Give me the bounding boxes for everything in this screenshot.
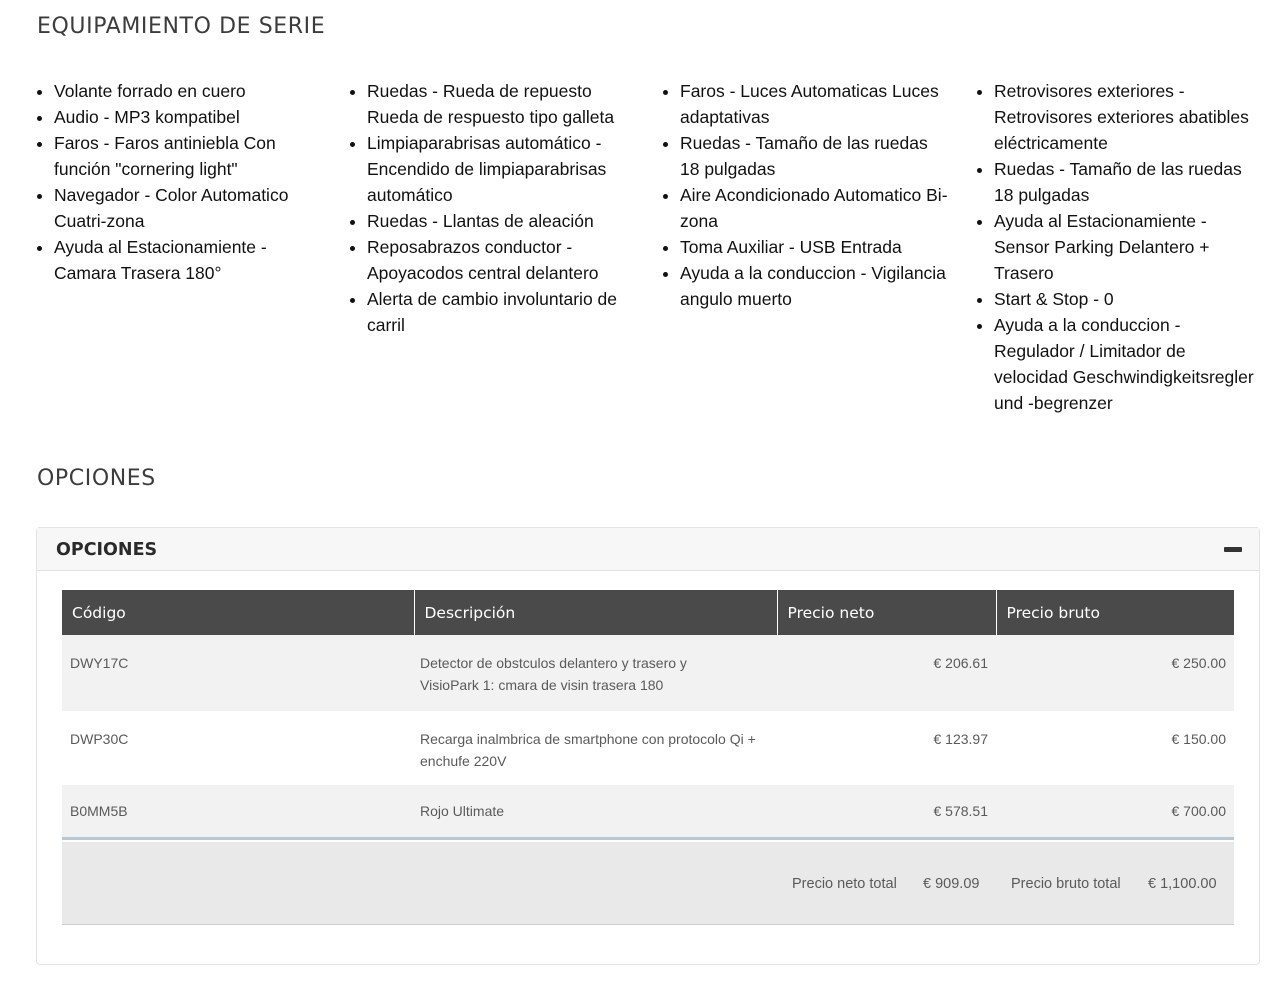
- opciones-panel: [36, 527, 1260, 965]
- column-header-precio-neto[interactable]: Precio neto: [777, 590, 996, 635]
- opciones-section-title: OPCIONES: [37, 466, 156, 491]
- table-row: [62, 635, 1234, 711]
- cell-codigo: DWY17C: [62, 635, 414, 711]
- total-neto-value: € 909.09: [923, 876, 980, 892]
- equipamiento-title: EQUIPAMIENTO DE SERIE: [37, 14, 326, 39]
- equipamiento-item: Aire Acondicionado Automatico Bi-zona: [663, 182, 948, 234]
- column-header-descripcion[interactable]: Descripción: [414, 590, 777, 635]
- equipamiento-item: Ruedas - Llantas de aleación: [350, 208, 625, 234]
- equipamiento-item: Navegador - Color Automatico Cuatri-zona: [37, 182, 292, 234]
- cell-precio-bruto: € 700.00: [996, 785, 1234, 838]
- equipamiento-item: Ruedas - Rueda de repuesto Rueda de respuesto tipo galleta: [350, 78, 625, 130]
- opciones-table: [62, 590, 1234, 840]
- total-neto-label: Precio neto total: [792, 876, 897, 892]
- cell-descripcion: Rojo Ultimate: [414, 785, 777, 838]
- cell-descripcion: Detector de obstculos delantero y trasero y VisioPark 1: cmara de visin trasera 180: [414, 635, 777, 711]
- equipamiento-item: Ayuda a la conduccion - Vigilancia angulo muerto: [663, 260, 948, 312]
- cell-codigo: DWP30C: [62, 711, 414, 785]
- table-header-row: [62, 590, 1234, 635]
- equipamiento-column-4: [977, 78, 1267, 416]
- equipamiento-item: Ayuda a la conduccion - Regulador / Limitador de velocidad Geschwindigkeitsregler und -begrenzer: [977, 312, 1262, 416]
- cell-codigo: B0MM5B: [62, 785, 414, 838]
- equipamiento-item: Audio - MP3 kompatibel: [37, 104, 292, 130]
- equipamiento-item: Ruedas - Tamaño de las ruedas 18 pulgadas: [663, 130, 933, 182]
- cell-precio-neto: € 206.61: [777, 635, 996, 711]
- minus-icon[interactable]: [1224, 547, 1242, 552]
- cell-precio-bruto: € 150.00: [996, 711, 1234, 785]
- table-row: [62, 785, 1234, 838]
- equipamiento-list: [0, 78, 1280, 428]
- equipamiento-column-1: [37, 78, 297, 286]
- cell-precio-neto: € 123.97: [777, 711, 996, 785]
- equipamiento-item: Faros - Luces Automaticas Luces adaptativas: [663, 78, 943, 130]
- equipamiento-item: Faros - Faros antiniebla Con función "cornering light": [37, 130, 282, 182]
- equipamiento-column-3: [663, 78, 953, 312]
- equipamiento-item: Reposabrazos conductor - Apoyacodos central delantero: [350, 234, 600, 286]
- total-bruto-value: € 1,100.00: [1148, 876, 1217, 892]
- cell-precio-bruto: € 250.00: [996, 635, 1234, 711]
- table-row: [62, 711, 1234, 785]
- column-header-precio-bruto[interactable]: Precio bruto: [996, 590, 1234, 635]
- opciones-panel-header[interactable]: [37, 528, 1259, 571]
- opciones-panel-title: OPCIONES: [56, 540, 158, 560]
- equipamiento-item: Retrovisores exteriores - Retrovisores exteriores abatibles eléctricamente: [977, 78, 1252, 156]
- equipamiento-item: Limpiaparabrisas automático - Encendido de limpiaparabrisas automático: [350, 130, 615, 208]
- totals-row: [62, 842, 1234, 925]
- equipamiento-item: Start & Stop - 0: [977, 286, 1247, 312]
- cell-descripcion: Recarga inalmbrica de smartphone con protocolo Qi + enchufe 220V: [414, 711, 777, 785]
- equipamiento-item: Volante forrado en cuero: [37, 78, 292, 104]
- equipamiento-item: Ruedas - Tamaño de las ruedas 18 pulgadas: [977, 156, 1247, 208]
- equipamiento-item: Toma Auxiliar - USB Entrada: [663, 234, 948, 260]
- equipamiento-item: Alerta de cambio involuntario de carril: [350, 286, 625, 338]
- cell-precio-neto: € 578.51: [777, 785, 996, 838]
- equipamiento-item: Ayuda al Estacionamiente - Camara Trasera 180°: [37, 234, 272, 286]
- equipamiento-column-2: [350, 78, 630, 338]
- column-header-codigo[interactable]: Código: [62, 590, 414, 635]
- total-bruto-label: Precio bruto total: [1011, 876, 1121, 892]
- equipamiento-item: Ayuda al Estacionamiente - Sensor Parking Delantero + Trasero: [977, 208, 1217, 286]
